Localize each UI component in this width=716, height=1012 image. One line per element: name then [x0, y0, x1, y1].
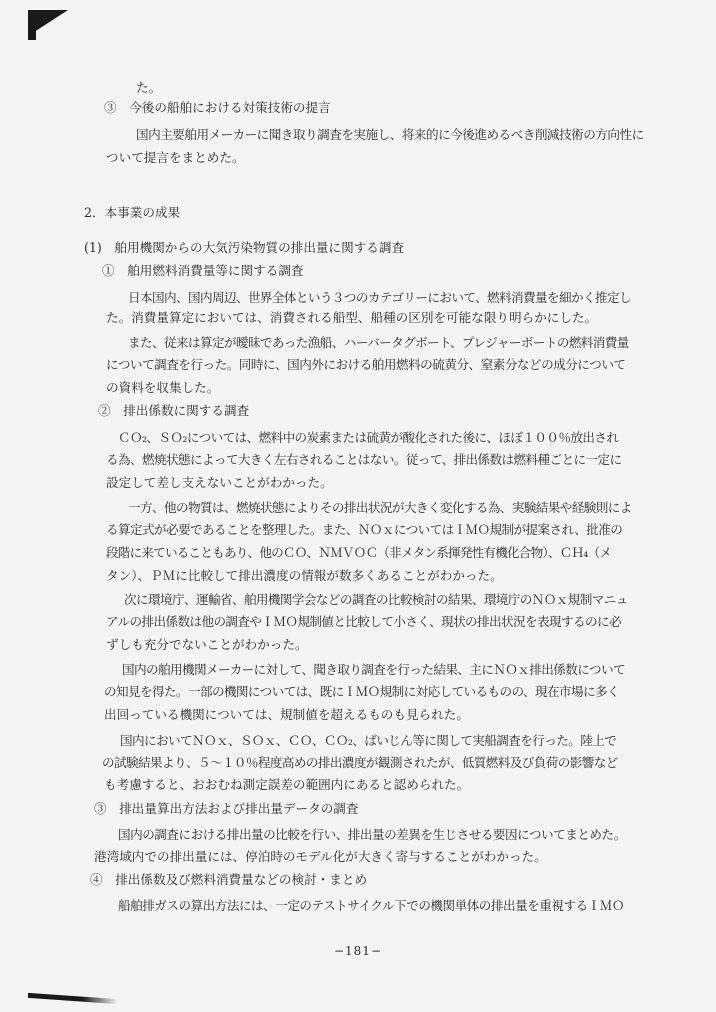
- section-heading: 2．本事業の成果: [84, 205, 181, 220]
- body-text-line: 設定して差し支えないことがわかった。: [106, 475, 333, 490]
- body-text-line: 国内の舶用機関メーカーに対して、聞き取り調査を行った結果、主にＮＯｘ排出係数について: [122, 662, 625, 677]
- page-number: −181−: [333, 944, 382, 958]
- subsection-heading: ② 排出係数に関する調査: [98, 403, 250, 418]
- subsection-heading: ① 舶用燃料消費量等に関する調査: [102, 263, 304, 278]
- body-text-line: た。: [136, 80, 162, 95]
- body-text-line: タン）、ＰＭに比較して排出濃度の情報が数多くあることがわかった。: [106, 568, 503, 583]
- body-text-line: る為、燃焼状態によって大きく左右されることはない。従って、排出係数は燃料種ごとに一定に: [106, 452, 622, 467]
- body-text-line: た。消費量算定においては、消費される船型、船種の区別を可能な限り明らかにした。: [106, 310, 598, 325]
- subsection-heading: ③ 今後の船舶における対策技術の提言: [104, 100, 331, 115]
- corner-scan-mark-stem: [28, 10, 36, 40]
- body-text-line: ＣＯ₂、ＳＯ₂については、燃料中の炭素または硫黄が酸化された後に、ほぼ１００％放出され: [118, 430, 619, 445]
- body-text-line: も考慮すると、おおむね測定誤差の範囲内にあると認められた。: [104, 777, 470, 792]
- subsection-heading: ④ 排出係数及び燃料消費量などの検討・まとめ: [90, 872, 368, 887]
- body-text-line: の資料を収集した。: [106, 380, 220, 395]
- body-text-line: 国内の調査における排出量の比較を行い、排出量の差異を生じさせる要因についてまとめた。: [118, 827, 626, 842]
- body-text-line: 日本国内、国内周辺、世界全体という３つのカテゴリーにおいて、燃料消費量を細かく推定し: [128, 290, 631, 305]
- bottom-scan-mark: [28, 993, 118, 1004]
- body-text-line: る算定式が必要であることを整理した。また、ＮＯｘについてはＩＭＯ規制が提案され、批准の: [106, 522, 623, 537]
- body-text-line: の試験結果より、５～１０％程度高めの排出濃度が観測されたが、低質燃料及び負荷の影響など: [102, 755, 618, 770]
- body-text-line: 船舶排ガスの算出方法には、一定のテストサイクル下での機関単体の排出量を重視するＩＭＯ: [118, 898, 624, 913]
- body-text-line: アルの排出係数は他の調査やＩＭＯ規制値と比較して小さく、現状の排出状況を表現するのに必: [106, 614, 621, 629]
- subsection-heading: ③ 排出量算出方法および排出量データの調査: [94, 801, 359, 816]
- body-text-line: の知見を得た。一部の機関については、既にＩＭＯ規制に対応しているものの、現在市場に多く: [104, 684, 619, 699]
- body-text-line: また、従来は算定が曖昧であった漁船、ハーバータグボート、プレジャーボートの燃料消費量: [128, 335, 629, 350]
- body-text-line: 段階に来ていることもあり、他のＣＯ、ＮＭＶＯＣ（非メタン系揮発性有機化合物）、ＣＨ₄（メ: [106, 545, 612, 560]
- body-text-line: ついて提言をまとめた。: [106, 150, 245, 165]
- body-text-line: ずしも充分でないことがわかった。: [106, 637, 308, 652]
- body-text-line: 次に環境庁、運輸省、舶用機関学会などの調査の比較検討の結果、環境庁のＮＯｘ規制マニュ: [124, 592, 628, 607]
- body-text-line: 港湾域内での排出量には、停泊時のモデル化が大きく寄与することがわかった。: [94, 849, 547, 864]
- body-text-line: について調査を行った。同時に、国内外における舶用燃料の硫黄分、窒素分などの成分について: [106, 357, 626, 372]
- body-text-line: 国内においてＮＯｘ、ＳＯｘ、ＣＯ、ＣＯ₂、ばいじん等に関して実船調査を行った。陸上で: [120, 733, 617, 748]
- body-text-line: 国内主要舶用メーカーに聞き取り調査を実施し、将来的に今後進めるべき削減技術の方向性に: [136, 127, 644, 142]
- body-text-line: 出回っている機関については、規制値を超えるものも見られた。: [104, 707, 469, 722]
- body-text-line: 一方、他の物質は、燃焼状態によりその排出状況が大きく変化する為、実験結果や経験則によ: [128, 500, 632, 515]
- subsection-heading: (1) 舶用機関からの大気汚染物質の排出量に関する調査: [84, 240, 405, 255]
